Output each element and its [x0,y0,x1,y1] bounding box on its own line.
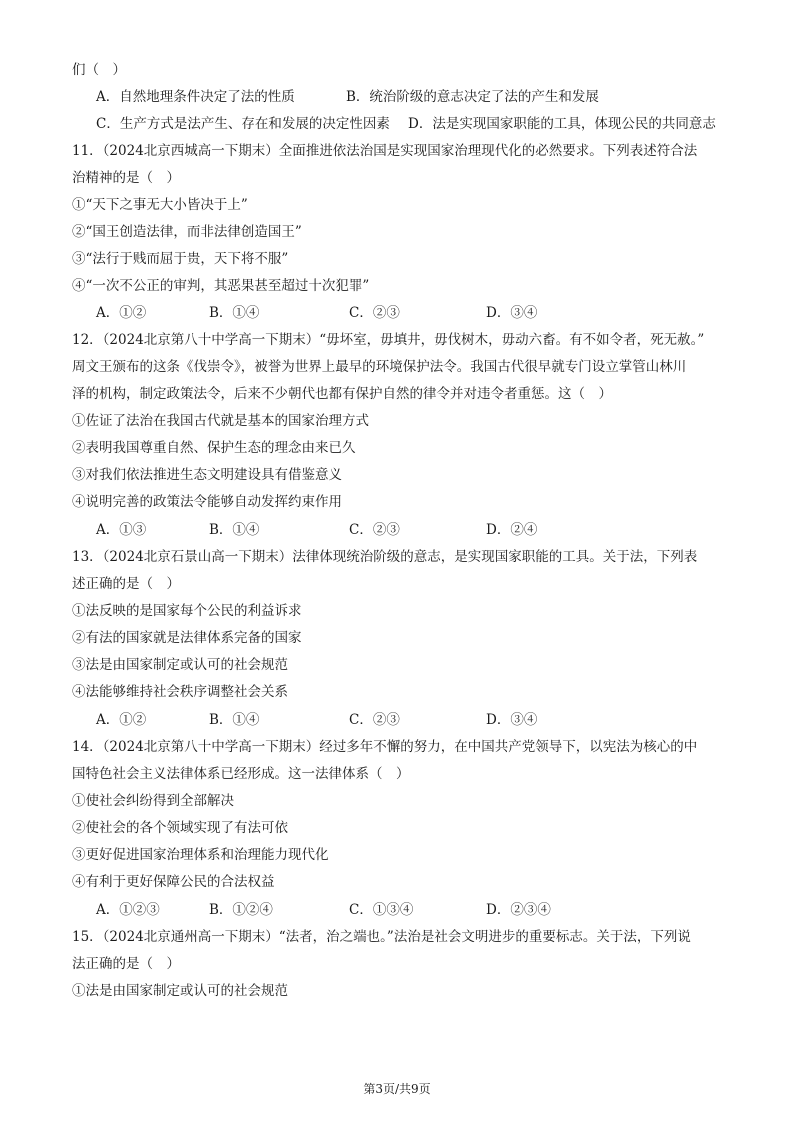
q11-item-4: ④“一次不公正的审判，其恶果甚至超过十次犯罪” [72,278,370,294]
q10-option-c: C．生产方式是法产生、存在和发展的决定性因素 [96,116,390,132]
q14-options [96,900,596,920]
q12-stem-line3: 泽的机构，制定政策法令，后来不少朝代也都有保护自然的律令并对违令者重惩。这（ ） [72,386,612,402]
q11-item-1: ①“天下之事无大小皆决于上” [72,197,248,213]
q14-option-d: D．②③④ [486,902,551,918]
q10-option-a: A．自然地理条件决定了法的性质 [96,89,295,105]
q12-option-c: C．②③ [349,522,400,538]
q12-item-2: ②表明我国尊重自然、保护生态的理念由来已久 [72,440,356,456]
page-number-footer: 第3页/共9页 [363,1082,431,1096]
q11-option-a: A．①② [96,305,147,321]
q10-option-b: B．统治阶级的意志决定了法的产生和发展 [346,89,599,105]
q13-item-2: ②有法的国家就是法律体系完备的国家 [72,630,302,646]
q11-stem-line2: 治精神的是（ ） [72,170,180,186]
q11-options [96,303,596,323]
q10-option-d: D．法是实现国家职能的工具，体现公民的共同意志 [408,116,716,132]
q15-item-1: ①法是由国家制定或认可的社会规范 [72,983,288,999]
q13-item-4: ④法能够维持社会秩序调整社会关系 [72,684,288,700]
q14-stem-line2: 国特色社会主义法律体系已经形成。这一法律体系（ ） [72,766,410,782]
q15-stem-line1: 15．（2024北京通州高一下期末）“法者，治之端也。”法治是社会文明进步的重要标志。关于法，下列说 [72,929,691,945]
q12-item-3: ③对我们依法推进生态文明建设具有借鉴意义 [72,467,342,483]
q13-option-b: B．①④ [209,712,260,728]
q14-option-b: B．①②④ [209,902,273,918]
q11-stem-line1: 11．（2024北京西城高一下期末）全面推进依法治国是实现国家治理现代化的必然要求。下列表述符合法 [72,143,698,159]
q11-option-d: D．③④ [486,305,538,321]
q11-item-2: ②“国王创造法律，而非法律创造国王” [72,224,302,240]
q11-item-3: ③“法行于贱而屈于贵，天下将不服” [72,251,289,267]
q11-option-c: C．②③ [349,305,400,321]
q14-option-c: C．①③④ [349,902,414,918]
q13-item-3: ③法是由国家制定或认可的社会规范 [72,657,288,673]
q13-item-1: ①法反映的是国家每个公民的利益诉求 [72,603,302,619]
q12-stem-line1: 12．（2024北京第八十中学高一下期末）“毋坏室，毋填井，毋伐树木，毋动六畜。有不如令者，死无赦。” [72,332,705,348]
q14-item-1: ①使社会纠纷得到全部解决 [72,793,234,809]
q12-item-1: ①佐证了法治在我国古代就是基本的国家治理方式 [72,413,369,429]
q14-option-a: A．①②③ [96,902,160,918]
q12-item-4: ④说明完善的政策法令能够自动发挥约束作用 [72,494,342,510]
q15-stem-line2: 法正确的是（ ） [72,956,180,972]
q13-option-c: C．②③ [349,712,400,728]
q12-options [96,520,596,540]
q14-stem-line1: 14．（2024北京第八十中学高一下期末）经过多年不懈的努力，在中国共产党领导下，以宪法为核心的中 [72,739,698,755]
q12-option-d: D．②④ [486,522,538,538]
q10-stem-tail: 们（ ） [72,62,126,78]
q13-stem-line1: 13．（2024北京石景山高一下期末）法律体现统治阶级的意志，是实现国家职能的工具。关于法，下列表 [72,549,698,565]
q13-stem-line2: 述正确的是（ ） [72,576,180,592]
q13-options [96,710,596,730]
q13-option-a: A．①② [96,712,147,728]
q13-option-d: D．③④ [486,712,538,728]
q14-item-3: ③更好促进国家治理体系和治理能力现代化 [72,847,329,863]
q12-option-b: B．①④ [209,522,260,538]
q11-option-b: B．①④ [209,305,260,321]
q14-item-2: ②使社会的各个领域实现了有法可依 [72,820,288,836]
q12-stem-line2: 周文王颁布的这条《伐崇令》，被誉为世界上最早的环境保护法令。我国古代很早就专门设立掌管山林川 [72,359,687,375]
q12-option-a: A．①③ [96,522,147,538]
q14-item-4: ④有利于更好保障公民的合法权益 [72,874,275,890]
